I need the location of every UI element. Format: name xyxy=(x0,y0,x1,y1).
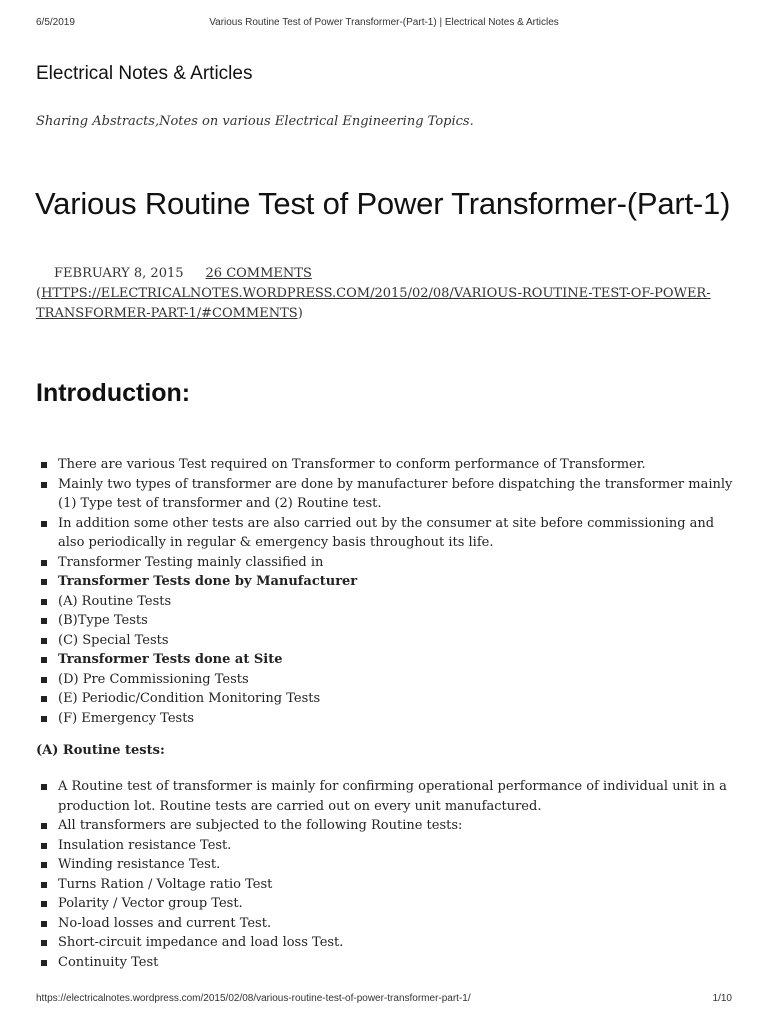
list-item-text: Transformer Testing mainly classified in xyxy=(58,554,324,570)
comments-link[interactable]: 26 COMMENTS xyxy=(205,266,312,281)
comments-url-link[interactable]: HTTPS://ELECTRICALNOTES.WORDPRESS.COM/2015/02/08/VARIOUS-ROUTINE-TEST-OF-POWER-TRANSFORMER-PART-1/#COMMENTS xyxy=(36,286,711,321)
list-item xyxy=(36,670,736,690)
list-item-text: Transformer Tests done at Site xyxy=(58,652,283,667)
site-title[interactable]: Electrical Notes & Articles xyxy=(36,63,253,84)
list-item-text: Insulation resistance Test. xyxy=(58,837,232,853)
list-item xyxy=(36,816,736,836)
list-item-text: (B)Type Tests xyxy=(58,613,148,628)
post-date: FEBRUARY 8, 2015 xyxy=(54,266,184,281)
list-item xyxy=(36,894,736,914)
list-item-text: (E) Periodic/Condition Monitoring Tests xyxy=(58,691,321,706)
list-item xyxy=(36,689,736,709)
introduction-list xyxy=(36,455,736,728)
list-item-text: Mainly two types of transformer are done by manufacturer before dispatching the transformer mainly (1) Type test of transformer and (2) Routine test. xyxy=(58,476,733,511)
routine-tests-list xyxy=(36,777,736,972)
list-item-text: All transformers are subjected to the following Routine tests: xyxy=(58,818,463,833)
list-item xyxy=(36,933,736,953)
list-item-text: A Routine test of transformer is mainly for confirming operational performance of individual unit in a production lot. Routine tests are carried out on every unit manufactured. xyxy=(58,779,727,814)
list-item xyxy=(36,875,736,895)
list-item-text: No-load losses and current Test. xyxy=(58,915,272,931)
list-item-text: Turns Ration / Voltage ratio Test xyxy=(58,876,273,892)
list-item xyxy=(36,514,736,553)
comments-url-open: ( xyxy=(36,286,42,301)
print-page-title: Various Routine Test of Power Transformer-(Part-1) | Electrical Notes & Articles xyxy=(209,17,559,28)
list-item-text: In addition some other tests are also carried out by the consumer at site before commissioning and also periodically in regular & emergency basis throughout its life. xyxy=(58,515,715,550)
list-item-text: Transformer Tests done by Manufacturer xyxy=(58,574,358,589)
list-item xyxy=(36,631,736,651)
post-title: Various Routine Test of Power Transformer-(Part-1) xyxy=(35,186,731,221)
comments-url-close: ) xyxy=(297,306,303,321)
list-item xyxy=(36,836,736,856)
list-item xyxy=(36,475,736,514)
print-url: https://electricalnotes.wordpress.com/2015/02/08/various-routine-test-of-power-transformer-part-1/ xyxy=(36,993,471,1004)
list-item-text: Short-circuit impedance and load loss Test. xyxy=(58,935,344,950)
list-item-text: (D) Pre Commissioning Tests xyxy=(58,671,249,687)
list-item xyxy=(36,650,736,670)
print-page-number: 1/10 xyxy=(712,993,732,1004)
list-item xyxy=(36,611,736,631)
list-item xyxy=(36,553,736,573)
list-item xyxy=(36,953,736,973)
list-item-text: Continuity Test xyxy=(58,954,159,970)
routine-tests-heading: (A) Routine tests: xyxy=(36,743,165,758)
print-footer xyxy=(36,993,732,1007)
list-item xyxy=(36,914,736,934)
list-item-text: (C) Special Tests xyxy=(58,632,169,648)
post-meta xyxy=(36,264,726,324)
list-item xyxy=(36,572,736,592)
list-item xyxy=(36,777,736,816)
list-item xyxy=(36,592,736,612)
list-item-text: Winding resistance Test. xyxy=(58,857,221,872)
list-item-text: There are various Test required on Transformer to conform performance of Transformer. xyxy=(58,457,646,472)
introduction-heading: Introduction: xyxy=(36,379,191,407)
list-item xyxy=(36,855,736,875)
list-item xyxy=(36,709,736,729)
list-item-text: (A) Routine Tests xyxy=(58,593,172,609)
list-item-text: Polarity / Vector group Test. xyxy=(58,896,243,911)
print-header xyxy=(36,17,732,31)
print-date: 6/5/2019 xyxy=(36,17,75,28)
list-item xyxy=(36,455,736,475)
list-item-text: (F) Emergency Tests xyxy=(58,710,195,726)
site-tagline: Sharing Abstracts,Notes on various Electrical Engineering Topics. xyxy=(36,114,474,129)
